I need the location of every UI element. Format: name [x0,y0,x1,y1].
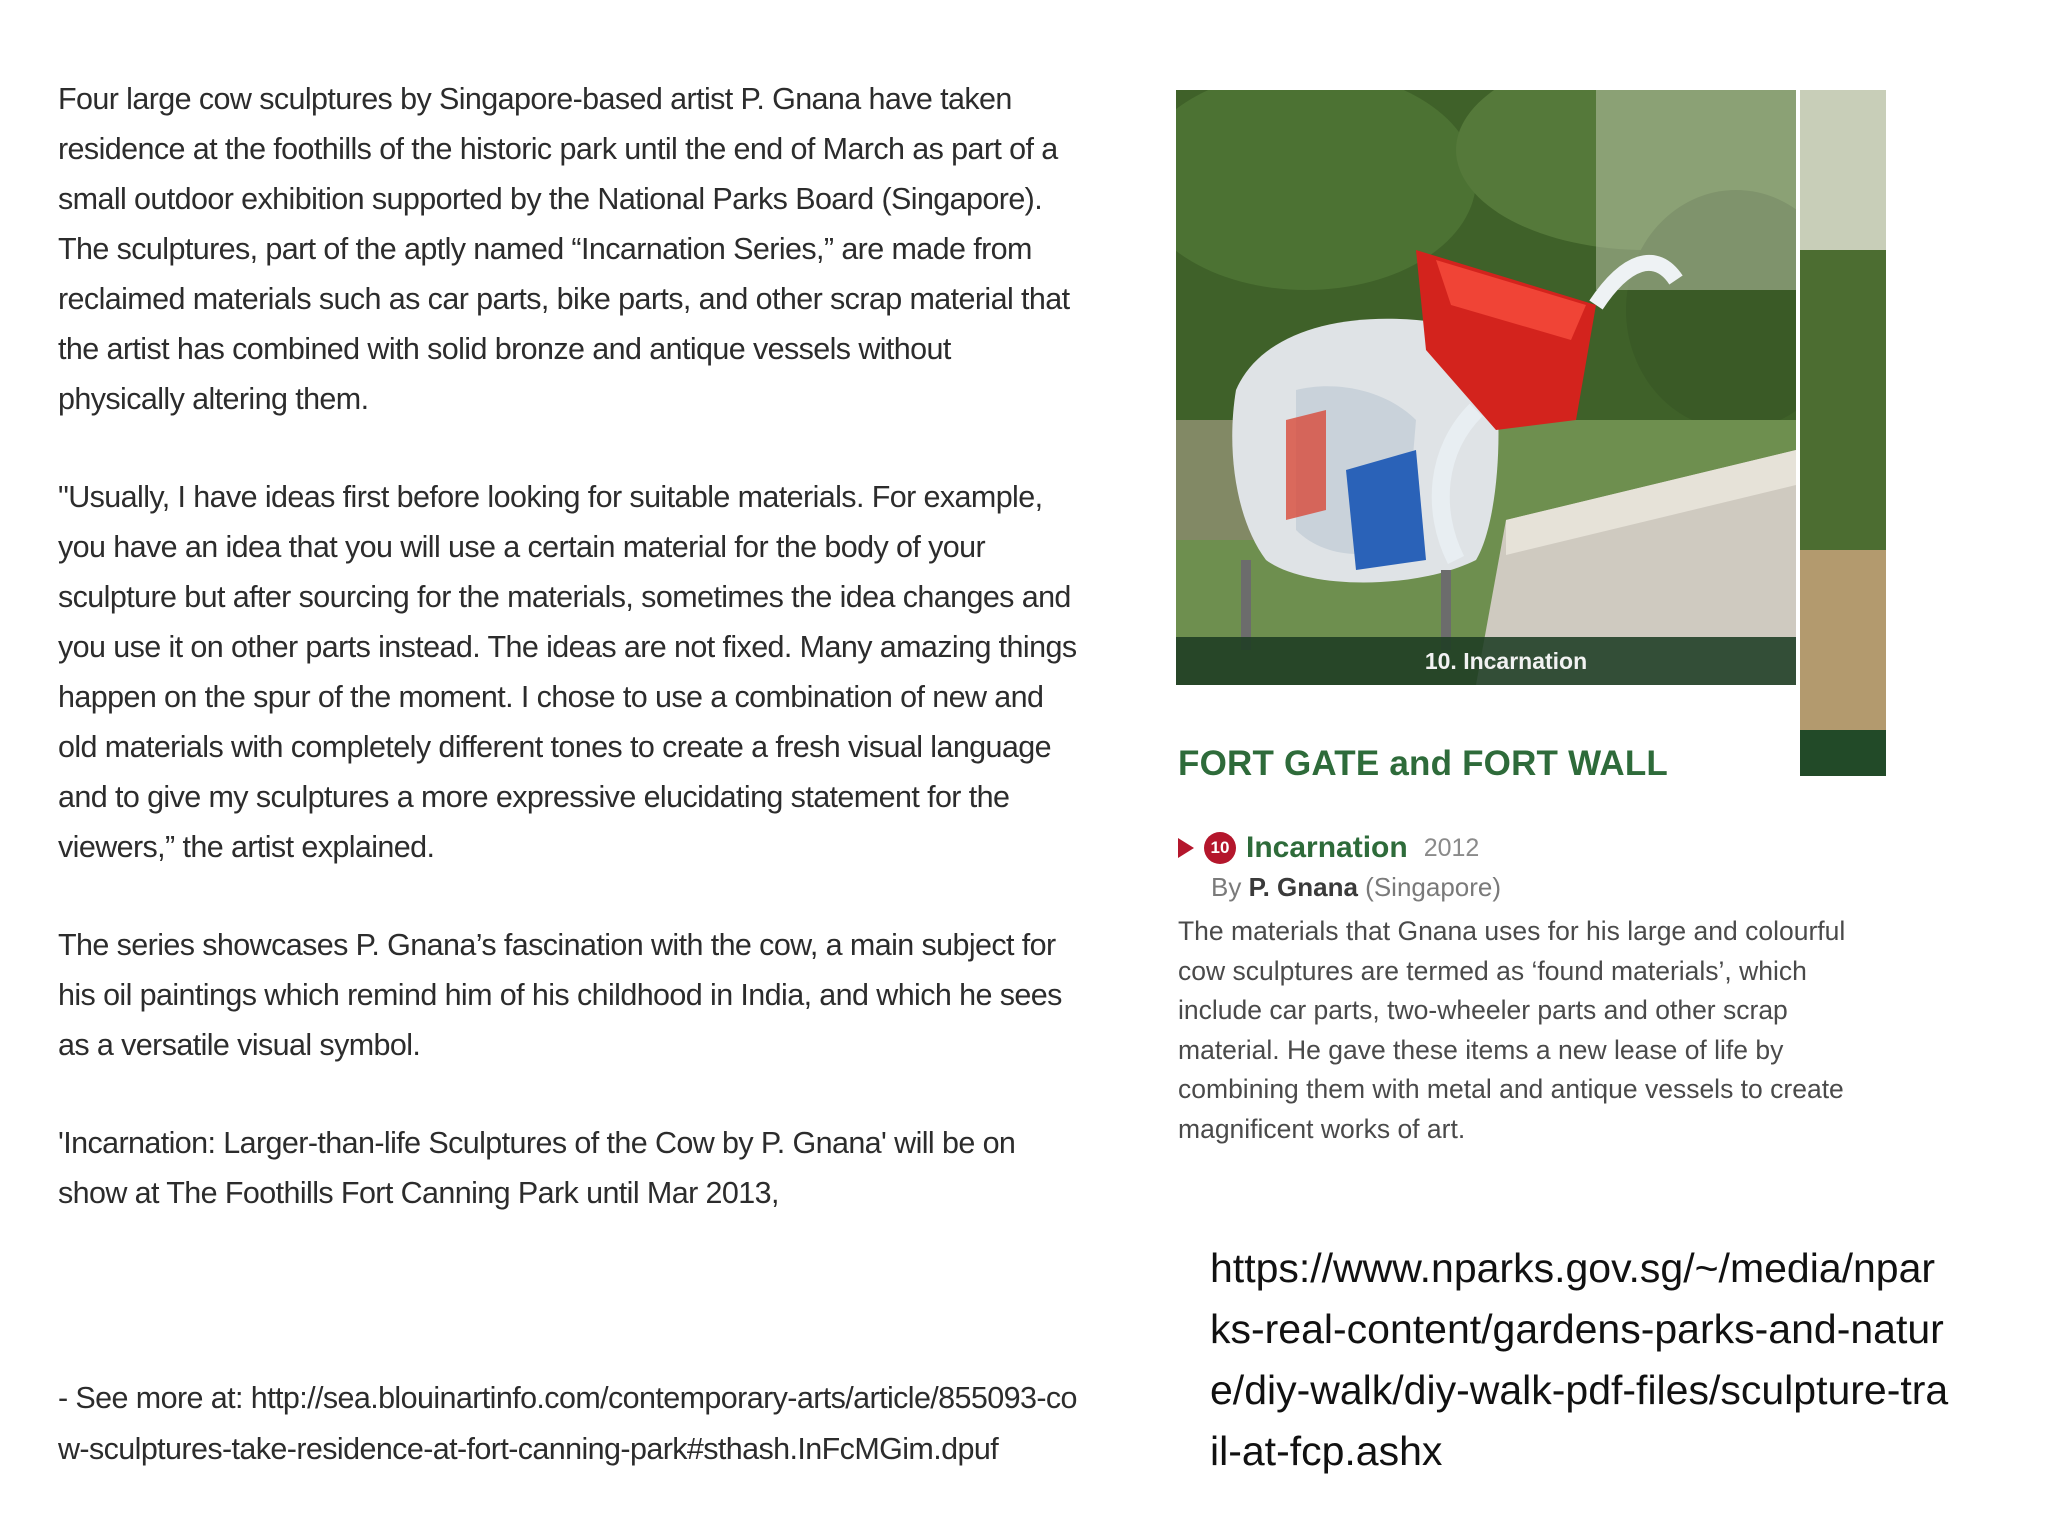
artist-byline [1211,872,1501,903]
by-prefix: By [1211,872,1242,902]
entry-year: 2012 [1423,833,1480,862]
artist-name: P. Gnana [1248,872,1358,902]
cow-sculpture-photo [1176,90,1796,685]
section-title: FORT GATE and FORT WALL [1178,744,1669,783]
article-paragraph-3: The series showcases P. Gnana’s fascination with the cow, a main subject for his oil paintings which remind him of his childhood in India, and which he sees as a versatile visual symbol. [58,928,1062,1062]
adjacent-photo-strip [1800,90,1886,776]
sculpture-illustration [1176,90,1796,685]
entry-number-badge: 10 [1204,832,1236,864]
article-paragraph-2: "Usually, I have ideas first before looking for suitable materials. For example, you have an idea that you will use a certain material for the body of your sculpture but after sourcing for the materials, sometimes the idea changes and you use it on other parts instead. The ideas are not fixed. Many amazing things happen on the spur of the moment. I chose to use a combination of new and old materials with completely different tones to create a fresh visual language and to give my sculptures a more expressive elucidating statement for the viewers,” the artist explained. [58,480,1077,864]
news-article [58,74,1078,1266]
artist-country: (Singapore) [1365,872,1502,902]
strip-illustration [1800,90,1886,776]
entry-title: Incarnation [1246,831,1408,864]
photo-caption: 10. Incarnation [1424,648,1588,674]
see-more-link[interactable]: - See more at: http://sea.blouinartinfo.com/contemporary-arts/article/855093-cow-sculptures-take-residence-at-fort-canning-park#sthash.InFcMGim.dpuf [58,1381,1077,1466]
source-url-link[interactable]: https://www.nparks.gov.sg/~/media/nparks-real-content/gardens-parks-and-nature/diy-walk/diy-walk-pdf-files/sculpture-trail-at-fcp.ashx [1210,1245,1949,1474]
entry-description: The materials that Gnana uses for his large and colourful cow sculptures are termed as ‘found materials’, which include car parts, two-wheeler parts and other scrap material. He gave these items a new lease of life by combining them with metal and antique vessels to create magnificent works of art. [1178,916,1846,1144]
article-paragraph-1: Four large cow sculptures by Singapore-based artist P. Gnana have taken residence at the foothills of the historic park until the end of March as part of a small outdoor exhibition supported by the National Parks Board (Singapore). The sculptures, part of the aptly named “Incarnation Series,” are made from reclaimed materials such as car parts, bike parts, and other scrap material that the artist has combined with solid bronze and antique vessels without physically altering them. [58,82,1070,416]
entry-heading [1178,828,1479,868]
triangle-arrow-icon [1178,838,1194,858]
photo-caption-bar [1176,637,1796,685]
article-paragraph-4: 'Incarnation: Larger-than-life Sculptures of the Cow by P. Gnana' will be on show at The Foothills Fort Canning Park until Mar 2013, [58,1126,1016,1210]
